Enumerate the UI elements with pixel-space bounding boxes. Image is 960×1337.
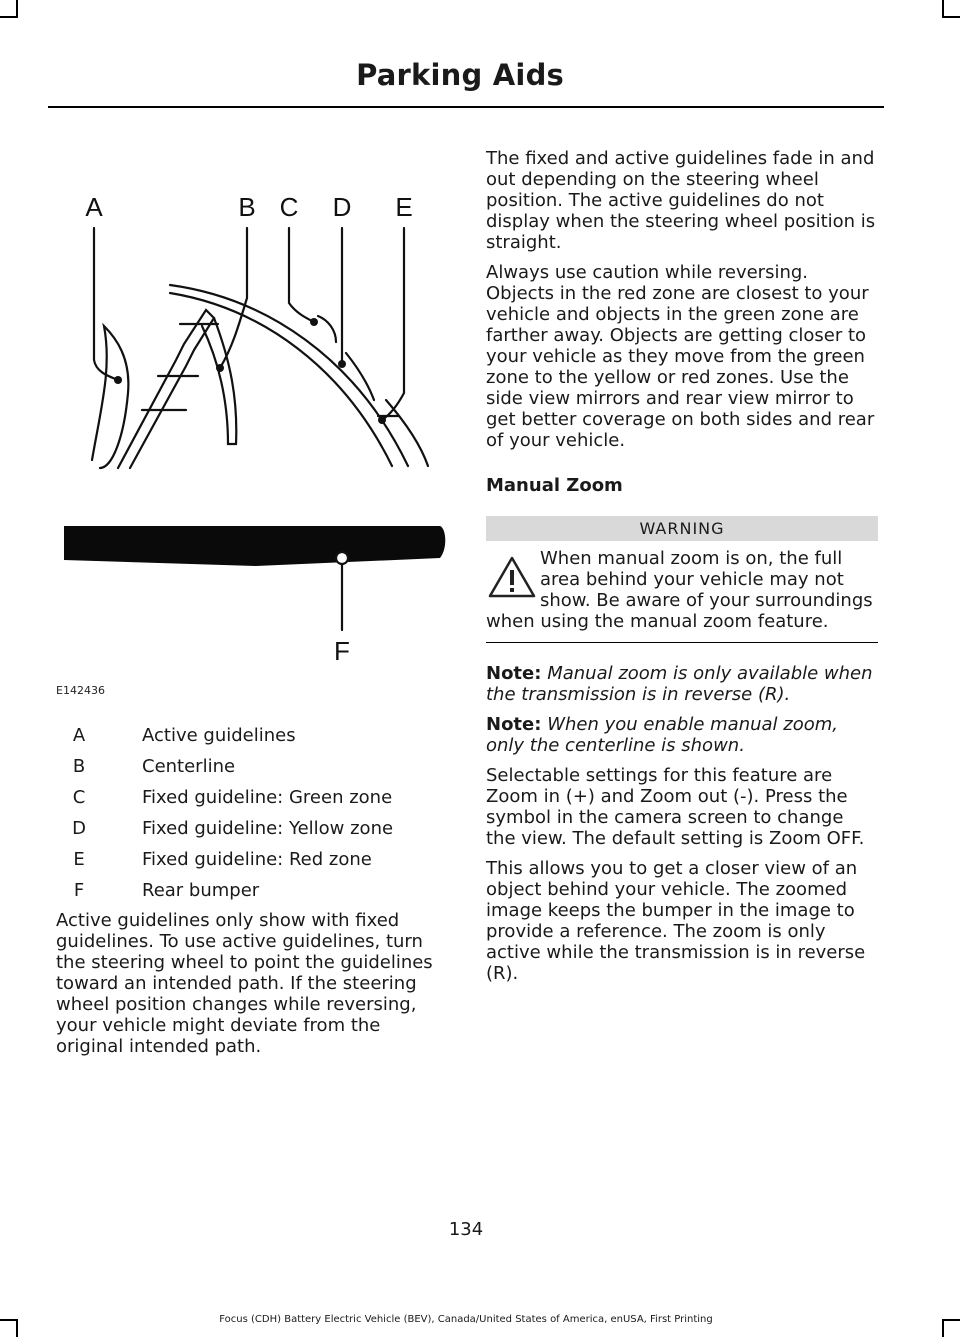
legend-text: Fixed guideline: Yellow zone — [142, 818, 394, 839]
section-heading: Manual Zoom — [486, 475, 623, 496]
centerline-left — [118, 310, 214, 468]
legend-row — [56, 755, 448, 786]
warning-rule — [486, 642, 878, 643]
warning-box — [486, 516, 878, 643]
callout-dot-d — [338, 360, 346, 368]
right-column — [486, 148, 878, 993]
crop-mark-top-right — [942, 16, 960, 18]
camera-guidelines-figure — [56, 148, 448, 708]
legend-row — [56, 848, 448, 879]
footer-text: Focus (CDH) Battery Electric Vehicle (BEV), Canada/United States of America, enUSA, First Printing — [219, 1314, 713, 1325]
callout-dot-e — [378, 416, 386, 424]
legend-key: F — [73, 880, 85, 901]
page-title: Parking Aids — [356, 58, 564, 92]
legend-row — [56, 724, 448, 755]
callout-label-c: C — [279, 192, 299, 222]
callout-dot-b — [216, 364, 224, 372]
warning-triangle-icon — [486, 550, 538, 606]
legend-text: Active guidelines — [142, 725, 296, 746]
legend-row — [56, 879, 448, 910]
leader-e — [382, 228, 404, 420]
legend-key: B — [72, 756, 86, 777]
legend-key: D — [72, 818, 86, 839]
header-rule — [48, 106, 884, 108]
body-paragraph: The fixed and active guidelines fade in and out depending on the steering wheel position. The active guidelines do not display when the steering wheel position is straight. — [486, 148, 876, 253]
body-paragraph: This allows you to get a closer view of an object behind your vehicle. The zoomed image keeps the bumper in the image to provide a reference. The zoom is only active while the transmission is in reverse (R). — [486, 858, 866, 984]
legend-key: A — [72, 725, 86, 746]
legend-row — [56, 786, 448, 817]
fixed-guideline-green — [318, 316, 336, 342]
warning-text: When manual zoom is on, the full area behind your vehicle may not show. Be aware of your surroundings when using the manual zoom feature. — [486, 548, 873, 632]
page-number: 134 — [448, 1219, 484, 1240]
crop-mark-bottom-right — [942, 1319, 944, 1337]
legend-text: Centerline — [142, 756, 236, 777]
note-label: Note: — [486, 663, 542, 684]
legend-text: Fixed guideline: Green zone — [142, 787, 393, 808]
note-text: When you enable manual zoom, only the centerline is shown. — [486, 714, 838, 756]
fixed-guideline-yellow — [346, 353, 374, 400]
leader-c — [289, 228, 314, 322]
body-paragraph: Always use caution while reversing. Objects in the red zone are closest to your vehicle and objects in the green zone are farther away. Objects are getting closer to your vehicle as they move from the green zone to the yellow or red zones. Use the side view mirrors and rear view mirror to get better coverage on both sides and rear of your vehicle. — [486, 262, 875, 451]
callout-dot-f — [336, 552, 348, 564]
callout-label-f: F — [334, 636, 350, 666]
warning-title: WARNING — [486, 516, 878, 541]
legend-key: C — [72, 787, 86, 808]
callout-label-e: E — [395, 192, 413, 222]
legend-key: E — [73, 849, 85, 870]
centerline-right — [202, 318, 236, 444]
callout-dot-c — [310, 318, 318, 326]
figure-legend — [56, 724, 448, 910]
rear-bumper-shape — [64, 526, 445, 566]
note-text: Manual zoom is only available when the transmission is in reverse (R). — [486, 663, 873, 705]
note — [486, 714, 878, 756]
legend-row — [56, 817, 448, 848]
guidelines-diagram — [56, 148, 448, 688]
crop-mark-bottom-right — [942, 1319, 960, 1321]
body-paragraph: Active guidelines only show with fixed guidelines. To use active guidelines, turn the steering wheel to point the guidelines toward an intended path. If the steering wheel position changes while reversing, your vehicle might deviate from the original intended path. — [56, 910, 433, 1057]
legend-text: Rear bumper — [142, 880, 260, 901]
legend-text: Fixed guideline: Red zone — [142, 849, 372, 870]
fixed-guideline-inner — [170, 293, 392, 466]
body-paragraph: Selectable settings for this feature are Zoom in (+) and Zoom out (-). Press the symbol in the camera screen to change the view. The default setting is Zoom OFF. — [486, 765, 865, 849]
callout-label-a: A — [85, 192, 103, 222]
warning-body — [486, 541, 878, 632]
figure-code: E142436 — [56, 684, 105, 697]
crop-mark-top-left — [0, 16, 18, 18]
callout-dot-a — [114, 376, 122, 384]
note-label: Note: — [486, 714, 542, 735]
left-column — [56, 148, 448, 1066]
active-guideline-left — [92, 326, 128, 468]
callout-label-d: D — [332, 192, 352, 222]
callout-label-b: B — [238, 192, 256, 222]
note — [486, 663, 878, 705]
